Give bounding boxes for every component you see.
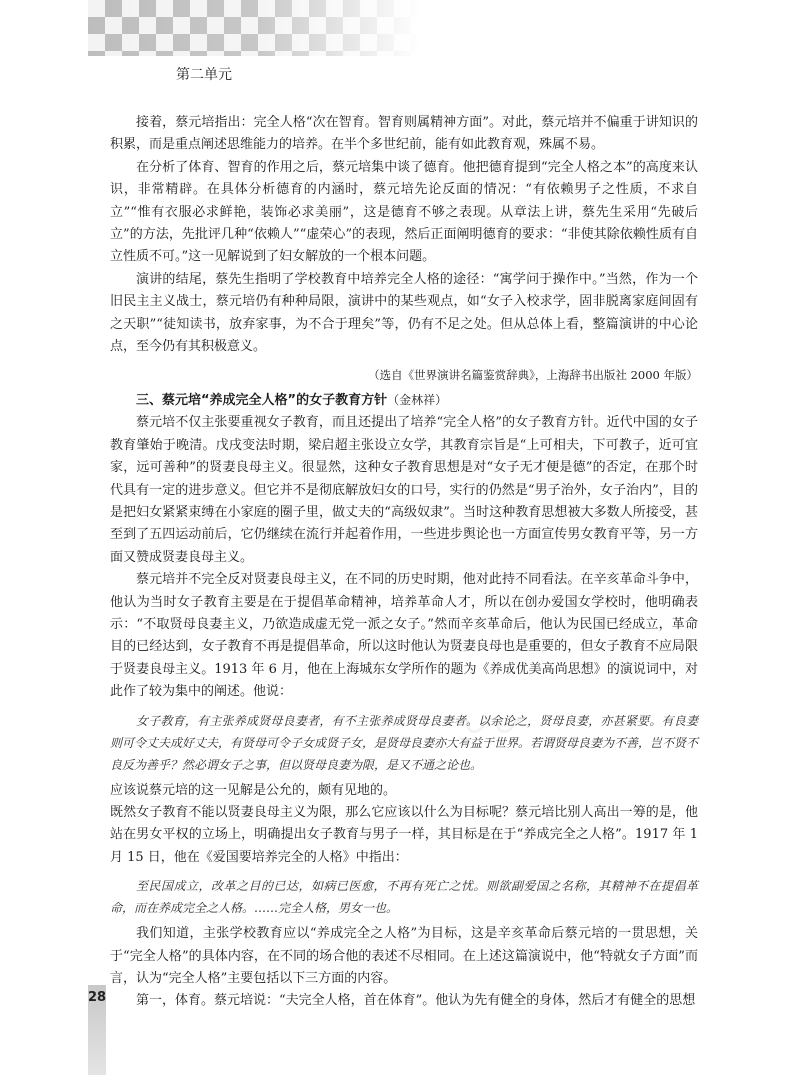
paragraph: 在分析了体育、智育的作用之后，蔡元培集中谈了德育。他把德育提到“完全人格之本”的高度来认识，非常精辟。在具体分析德育的内涵时，蔡元培先论反面的情况：“有依赖男子之性质，不求自立”“惟有衣服必求鲜艳，装饰必求美丽”，这是德育不够之表现。从章法上讲，蔡先生采用“先破后立”的方法，先批评几种“依赖人”“虚荣心”的表现，然后正面阐明德育的要求：“非使其除依赖性质有自立性质不可。”这一见解说到了妇女解放的一个根本问题。 [110,159,698,265]
paragraph: 我们知道，主张学校教育应以“养成完全之人格”为目标，这是辛亥革命后蔡元培的一贯思想，关于“完全人格”的具体内容，在不同的场合他的表述不尽相同。在上述这篇演说中，他“特就女子方面”而言，认为“完全人格”主要包括以下三方面的内容。 [110,926,698,986]
page-content [110,112,698,1013]
page-number: 28 [88,990,107,1005]
paragraph: 蔡元培并不完全反对贤妻良母主义，在不同的历史时期，他对此持不同看法。在辛亥革命斗争中，他认为当时女子教育主要是在于提倡革命精神，培养革命人才，所以在创办爱国女学校时，他明确表示：“不取贤母良妻主义，乃欲造成虚无党一派之女子。”然而辛亥革命后，他认为民国已经成立，革命目的已经达到，女子教育不再是提倡革命，所以这时他认为贤妻良母也是重要的，但女子教育不应局限于贤妻良母主义。1913 年 6 月，他在上海城东女学所作的题为《养成优美高尚思想》的演说词中，对此作了较为集中的阐述。他说： [110,572,698,700]
paragraph: 既然女子教育不能以贤妻良母主义为限，那么它应该以什么为目标呢？蔡元培比别人高出一筹的是，他站在男女平权的立场上，明确提出女子教育与男子一样，其目标是在于“养成完全之人格”。1917 年 1 月 15 日，他在《爱国要培养完全的人格》中指出： [110,804,698,865]
section-heading [110,389,698,412]
paragraph: 蔡元培不仅主张要重视女子教育，而且还提出了培养“完全人格”的女子教育方针。近代中国的女子教育肇始于晚清。戊戌变法时期，梁启超主张设立女学，其教育宗旨是“上可相夫，下可教子，近可宜家，远可善种”的贤妻良母主义。很显然，这种女子教育思想是对“女子无才便是德”的否定，在那个时代具有一定的进步意义。但它并不是彻底解放妇女的口号，实行的仍然是“男子治外，女子治内”，目的是把妇女紧紧束缚在小家庭的圈子里，做丈夫的“高级奴隶”。当时这种教育思想被大多数人所接受，甚至到了五四运动前后，它仍继续在流行并起着作用，一些进步舆论也一方面宣传男女教育平等，另一方面又赞成贤妻良母主义。 [110,415,698,565]
source-citation: （选自《世界演讲名篇鉴赏辞典》，上海辞书出版社 2000 年版） [368,368,698,383]
quote-block: 至民国成立，改革之目的已达，如病已医愈，不再有死亡之忧。则欲副爱国之名称，其精神不在提倡革命，而在养成完全之人格。……完全人格，男女一也。 [110,879,698,916]
watermark: 〰 [455,693,515,763]
section-title: 三、蔡元培“养成完全人格”的女子教育方针 [136,392,388,408]
paragraph: 演讲的结尾，蔡先生指明了学校教育中培养完全人格的途径：“寓学问于操作中。”当然，作为一个旧民主主义战士，蔡元培仍有种种局限，演讲中的某些观点，如“女子入校求学，固非脱离家庭间固有之天职”“徒知读书，放弃家事，为不合于理矣”等，仍有不足之处。但从总体上看，整篇演讲的中心论点，至今仍有其积极意义。 [110,271,698,355]
header-pattern [88,0,420,56]
paragraph: 第一，体育。蔡元培说：“夫完全人格，首在体育”。他认为先有健全的身体，然后才有健全的思想 [136,993,696,1009]
quote-block: 女子教育，有主张养成贤母良妻者，有不主张养成贤母良妻者。以余论之，贤母良妻，亦甚紧要。有良妻则可令丈夫成好丈夫，有贤母可令子女成贤子女，是贤母良妻亦大有益于世界。若谓贤母良妻为不善，岂不贤不良反为善乎？然必谓女子之事，但以贤母良妻为限，是又不通之论也。 [110,713,699,772]
unit-title: 第二单元 [176,67,232,83]
paragraph: 应该说蔡元培的这一见解是公允的，颇有见地的。 [110,782,397,798]
paragraph: 接着，蔡元培指出：完全人格“次在智育。智育则属精神方面”。对此，蔡元培并不偏重于讲知识的积累，而是重点阐述思维能力的培养。在半个多世纪前，能有如此教育观，殊属不易。 [110,115,698,153]
section-author: （金林祥） [387,392,448,407]
